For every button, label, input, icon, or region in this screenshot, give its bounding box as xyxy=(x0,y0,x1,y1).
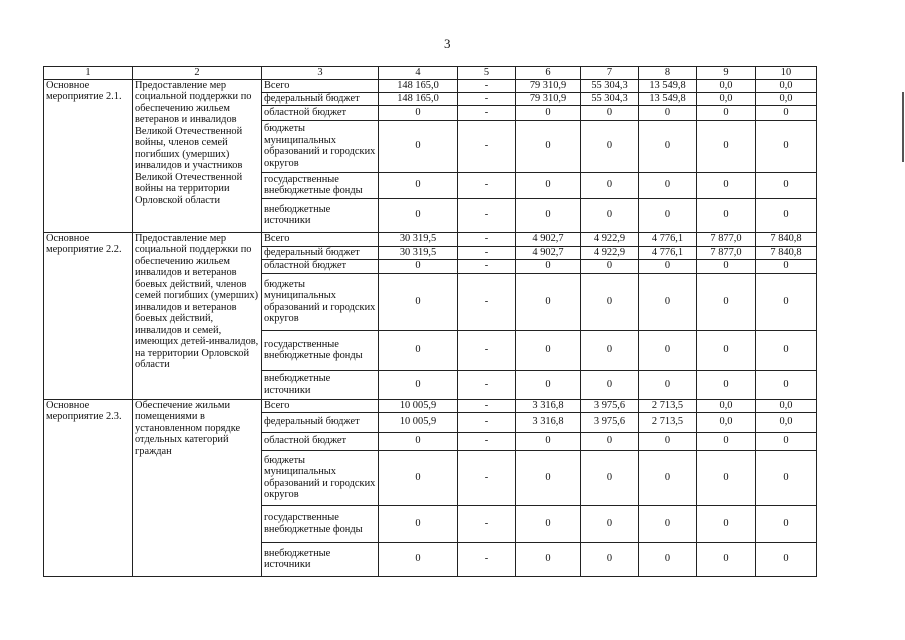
value-cell: - xyxy=(458,172,516,198)
value-cell: 0 xyxy=(379,105,458,120)
value-cell: 79 310,9 xyxy=(516,92,581,105)
funding-source: бюджеты муниципальных образований и городских округов xyxy=(262,450,379,505)
value-cell: 0 xyxy=(516,259,581,273)
value-cell: 7 877,0 xyxy=(697,246,756,259)
value-cell: - xyxy=(458,232,516,246)
value-cell: 0 xyxy=(756,105,817,120)
funding-source: внебюджетные источники xyxy=(262,370,379,399)
value-cell: 0 xyxy=(581,105,639,120)
funding-source: бюджеты муниципальных образований и городских округов xyxy=(262,273,379,330)
value-cell: 0 xyxy=(379,198,458,232)
value-cell: 0,0 xyxy=(697,92,756,105)
activity-description: Предоставление мер социальной поддержки по обеспечению жильем инвалидов и ветеранов боевых действий, членов семей погибших (умерших) инвалидов и ветеранов боевых действий, инвалидов и семей, имеющих детей-инвалидов, на территории Орловской области xyxy=(133,232,262,399)
value-cell: 0 xyxy=(697,370,756,399)
value-cell: - xyxy=(458,432,516,450)
value-cell: 0 xyxy=(756,330,817,370)
value-cell: 0 xyxy=(639,450,697,505)
value-cell: 0 xyxy=(756,432,817,450)
value-cell: 3 316,8 xyxy=(516,399,581,412)
value-cell: 0 xyxy=(581,198,639,232)
value-cell: 4 922,9 xyxy=(581,232,639,246)
funding-source: Всего xyxy=(262,79,379,92)
value-cell: 0 xyxy=(697,450,756,505)
funding-source: Всего xyxy=(262,399,379,412)
funding-source: областной бюджет xyxy=(262,259,379,273)
value-cell: 0 xyxy=(581,450,639,505)
value-cell: 0 xyxy=(379,450,458,505)
value-cell: - xyxy=(458,370,516,399)
budget-table xyxy=(43,66,817,577)
value-cell: 0 xyxy=(516,542,581,576)
value-cell: 0 xyxy=(697,259,756,273)
value-cell: 0 xyxy=(516,120,581,172)
value-cell: 0 xyxy=(516,432,581,450)
value-cell: 13 549,8 xyxy=(639,79,697,92)
value-cell: - xyxy=(458,79,516,92)
funding-source: областной бюджет xyxy=(262,432,379,450)
value-cell: 30 319,5 xyxy=(379,232,458,246)
value-cell: 0 xyxy=(639,273,697,330)
value-cell: 0 xyxy=(697,330,756,370)
value-cell: - xyxy=(458,450,516,505)
value-cell: 0 xyxy=(697,273,756,330)
value-cell: 0 xyxy=(581,370,639,399)
value-cell: 0 xyxy=(379,172,458,198)
value-cell: 0 xyxy=(379,505,458,542)
value-cell: - xyxy=(458,259,516,273)
value-cell: 0 xyxy=(756,198,817,232)
value-cell: 0 xyxy=(639,259,697,273)
value-cell: 0 xyxy=(581,259,639,273)
funding-source: государственные внебюджетные фонды xyxy=(262,172,379,198)
value-cell: 3 975,6 xyxy=(581,399,639,412)
value-cell: 7 877,0 xyxy=(697,232,756,246)
value-cell: 0,0 xyxy=(697,79,756,92)
value-cell: 0 xyxy=(756,542,817,576)
value-cell: 0 xyxy=(516,330,581,370)
funding-source: государственные внебюджетные фонды xyxy=(262,330,379,370)
value-cell: - xyxy=(458,92,516,105)
activity-code: Основное мероприятие 2.3. xyxy=(44,399,133,576)
value-cell: 0 xyxy=(639,505,697,542)
funding-source: федеральный бюджет xyxy=(262,412,379,432)
header-cell: 5 xyxy=(458,67,516,80)
table-row xyxy=(44,232,817,246)
value-cell: 0 xyxy=(697,542,756,576)
header-cell: 10 xyxy=(756,67,817,80)
header-cell: 7 xyxy=(581,67,639,80)
value-cell: 4 776,1 xyxy=(639,232,697,246)
value-cell: 0,0 xyxy=(756,79,817,92)
funding-source: федеральный бюджет xyxy=(262,246,379,259)
value-cell: 0 xyxy=(639,370,697,399)
value-cell: 0 xyxy=(516,450,581,505)
value-cell: 0 xyxy=(697,505,756,542)
value-cell: 0 xyxy=(639,198,697,232)
value-cell: 4 776,1 xyxy=(639,246,697,259)
value-cell: 0 xyxy=(639,105,697,120)
value-cell: 0,0 xyxy=(697,399,756,412)
scan-edge-mark xyxy=(902,92,904,162)
value-cell: 10 005,9 xyxy=(379,412,458,432)
value-cell: 3 316,8 xyxy=(516,412,581,432)
value-cell: 7 840,8 xyxy=(756,246,817,259)
value-cell: 4 902,7 xyxy=(516,232,581,246)
header-cell: 8 xyxy=(639,67,697,80)
value-cell: 0 xyxy=(516,198,581,232)
value-cell: 0 xyxy=(581,505,639,542)
table-row xyxy=(44,399,817,412)
page-number: 3 xyxy=(444,36,451,51)
value-cell: - xyxy=(458,505,516,542)
value-cell: 2 713,5 xyxy=(639,399,697,412)
value-cell: 0,0 xyxy=(756,399,817,412)
funding-source: внебюджетные источники xyxy=(262,198,379,232)
value-cell: 10 005,9 xyxy=(379,399,458,412)
value-cell: 0 xyxy=(516,505,581,542)
funding-source: федеральный бюджет xyxy=(262,92,379,105)
value-cell: 13 549,8 xyxy=(639,92,697,105)
value-cell: 0 xyxy=(516,105,581,120)
value-cell: 0 xyxy=(639,172,697,198)
value-cell: 0 xyxy=(639,542,697,576)
funding-source: Всего xyxy=(262,232,379,246)
value-cell: 0 xyxy=(379,542,458,576)
value-cell: 0,0 xyxy=(756,412,817,432)
value-cell: 0 xyxy=(756,273,817,330)
funding-source: бюджеты муниципальных образований и городских округов xyxy=(262,120,379,172)
value-cell: 2 713,5 xyxy=(639,412,697,432)
funding-source: областной бюджет xyxy=(262,105,379,120)
value-cell: 0 xyxy=(581,120,639,172)
value-cell: 0 xyxy=(379,120,458,172)
value-cell: 0 xyxy=(379,370,458,399)
value-cell: 0 xyxy=(756,370,817,399)
table-row xyxy=(44,79,817,92)
activity-code: Основное мероприятие 2.1. xyxy=(44,79,133,232)
value-cell: 0 xyxy=(379,432,458,450)
value-cell: 0 xyxy=(697,432,756,450)
value-cell: 0 xyxy=(756,120,817,172)
header-cell: 1 xyxy=(44,67,133,80)
value-cell: 4 922,9 xyxy=(581,246,639,259)
value-cell: 0 xyxy=(756,505,817,542)
value-cell: 0,0 xyxy=(697,412,756,432)
value-cell: - xyxy=(458,330,516,370)
value-cell: 0 xyxy=(516,273,581,330)
header-cell: 9 xyxy=(697,67,756,80)
value-cell: 7 840,8 xyxy=(756,232,817,246)
value-cell: 55 304,3 xyxy=(581,92,639,105)
value-cell: 0 xyxy=(697,105,756,120)
table-header-row xyxy=(44,67,817,80)
value-cell: 0 xyxy=(697,172,756,198)
header-cell: 2 xyxy=(133,67,262,80)
header-cell: 3 xyxy=(262,67,379,80)
value-cell: 0 xyxy=(379,273,458,330)
value-cell: - xyxy=(458,246,516,259)
header-cell: 4 xyxy=(379,67,458,80)
value-cell: 0 xyxy=(516,172,581,198)
value-cell: 0 xyxy=(697,198,756,232)
value-cell: 4 902,7 xyxy=(516,246,581,259)
value-cell: 0 xyxy=(756,450,817,505)
activity-code: Основное мероприятие 2.2. xyxy=(44,232,133,399)
activity-description: Предоставление мер социальной поддержки по обеспечению жильем ветеранов и инвалидов Великой Отечественной войны, членов семей погибших (умерших) инвалидов и участников Великой Отечественной войны на территории Орловской области xyxy=(133,79,262,232)
value-cell: 0 xyxy=(581,172,639,198)
value-cell: 148 165,0 xyxy=(379,92,458,105)
value-cell: 3 975,6 xyxy=(581,412,639,432)
value-cell: 0 xyxy=(516,370,581,399)
value-cell: 55 304,3 xyxy=(581,79,639,92)
value-cell: 0 xyxy=(639,432,697,450)
funding-source: внебюджетные источники xyxy=(262,542,379,576)
activity-description: Обеспечение жильми помещениями в установленном порядке отдельных категорий граждан xyxy=(133,399,262,576)
value-cell: - xyxy=(458,399,516,412)
value-cell: 0 xyxy=(697,120,756,172)
header-cell: 6 xyxy=(516,67,581,80)
value-cell: 0 xyxy=(581,432,639,450)
value-cell: 30 319,5 xyxy=(379,246,458,259)
value-cell: - xyxy=(458,198,516,232)
value-cell: - xyxy=(458,105,516,120)
value-cell: 0 xyxy=(639,330,697,370)
value-cell: 0 xyxy=(379,330,458,370)
value-cell: 0 xyxy=(581,542,639,576)
value-cell: 0 xyxy=(581,273,639,330)
value-cell: 148 165,0 xyxy=(379,79,458,92)
value-cell: 0 xyxy=(379,259,458,273)
value-cell: - xyxy=(458,120,516,172)
value-cell: 0,0 xyxy=(756,92,817,105)
value-cell: - xyxy=(458,273,516,330)
value-cell: 0 xyxy=(581,330,639,370)
value-cell: 79 310,9 xyxy=(516,79,581,92)
value-cell: 0 xyxy=(756,259,817,273)
value-cell: - xyxy=(458,542,516,576)
funding-source: государственные внебюджетные фонды xyxy=(262,505,379,542)
value-cell: - xyxy=(458,412,516,432)
value-cell: 0 xyxy=(756,172,817,198)
value-cell: 0 xyxy=(639,120,697,172)
